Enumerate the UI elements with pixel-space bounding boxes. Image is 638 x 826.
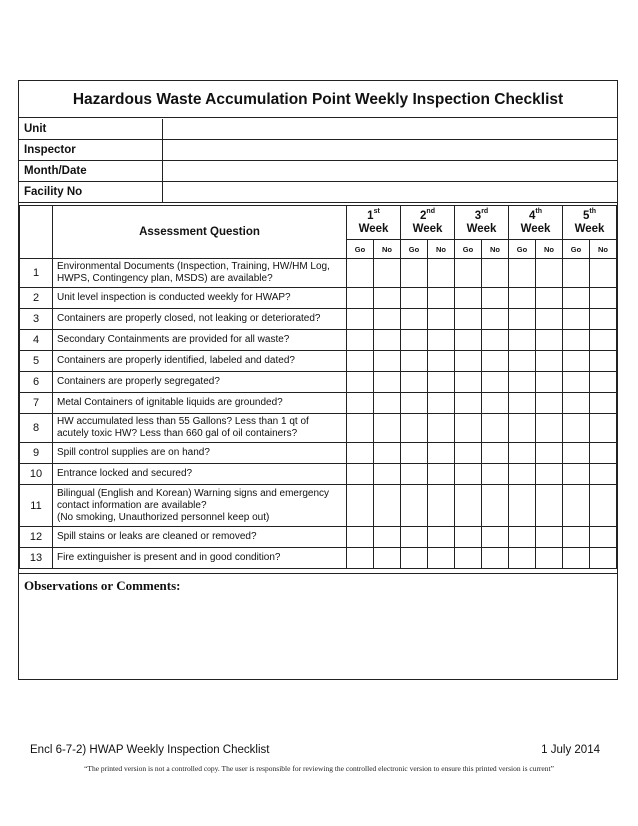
info-row-inspector xyxy=(19,140,617,161)
no-checkbox-q1-week-3[interactable] xyxy=(482,259,509,288)
week-number: 2 xyxy=(420,210,427,222)
question-line: Containers are properly segregated? xyxy=(57,376,220,387)
question-line: contact information are available? xyxy=(57,499,207,511)
week-number: 4 xyxy=(528,210,536,222)
page-title: Hazardous Waste Accumulation Point Weekly Inspection Checklist xyxy=(19,81,617,118)
week-label: Week xyxy=(520,223,551,235)
go-checkbox-q3-week-4[interactable] xyxy=(509,309,536,330)
go-header-week-4: Go xyxy=(509,240,536,259)
week-ordinal-suffix: st xyxy=(373,208,380,216)
go-checkbox-q6-week-3[interactable] xyxy=(455,372,482,393)
go-checkbox-q6-week-1[interactable] xyxy=(347,372,374,393)
go-header-week-5: Go xyxy=(563,240,590,259)
week-header-2 xyxy=(401,206,455,240)
week-label: Week xyxy=(358,223,389,235)
question-line: Spill control supplies are on hand? xyxy=(57,447,210,458)
info-row-unit xyxy=(19,119,617,140)
question-line: Metal Containers of ignitable liquids are grounded? xyxy=(57,397,283,408)
question-number: 6 xyxy=(20,372,53,393)
go-checkbox-q10-week-5[interactable] xyxy=(563,464,590,485)
no-checkbox-q4-week-4[interactable] xyxy=(536,330,563,351)
go-checkbox-q7-week-2[interactable] xyxy=(401,393,428,414)
no-checkbox-q3-week-4[interactable] xyxy=(536,309,563,330)
question-number: 7 xyxy=(20,393,53,414)
no-header-week-2: No xyxy=(428,240,455,259)
table-row xyxy=(20,414,617,443)
question-text xyxy=(53,485,347,527)
question-line: Containers are properly identified, labeled and dated? xyxy=(57,355,295,366)
info-row-facility-no xyxy=(19,182,617,203)
assessment-question-header: Assessment Question xyxy=(53,206,347,259)
go-checkbox-q1-week-4[interactable] xyxy=(509,259,536,288)
go-checkbox-q3-week-2[interactable] xyxy=(401,309,428,330)
no-checkbox-q7-week-2[interactable] xyxy=(428,393,455,414)
no-checkbox-q5-week-3[interactable] xyxy=(482,351,509,372)
go-checkbox-q5-week-4[interactable] xyxy=(509,351,536,372)
week-header-1 xyxy=(347,206,401,240)
go-checkbox-q12-week-5[interactable] xyxy=(563,527,590,548)
week-header-4 xyxy=(509,206,563,240)
no-checkbox-q3-week-5[interactable] xyxy=(590,309,617,330)
no-checkbox-q13-week-5[interactable] xyxy=(590,548,617,569)
no-checkbox-q2-week-5[interactable] xyxy=(590,288,617,309)
go-checkbox-q12-week-3[interactable] xyxy=(455,527,482,548)
go-checkbox-q7-week-5[interactable] xyxy=(563,393,590,414)
no-checkbox-q11-week-1[interactable] xyxy=(374,485,401,527)
go-checkbox-q9-week-2[interactable] xyxy=(401,443,428,464)
unit-field[interactable] xyxy=(163,119,617,139)
go-checkbox-q1-week-5[interactable] xyxy=(563,259,590,288)
no-header-week-4: No xyxy=(536,240,563,259)
no-checkbox-q5-week-1[interactable] xyxy=(374,351,401,372)
no-checkbox-q11-week-2[interactable] xyxy=(428,485,455,527)
go-checkbox-q1-week-2[interactable] xyxy=(401,259,428,288)
question-text xyxy=(53,548,347,569)
no-checkbox-q9-week-1[interactable] xyxy=(374,443,401,464)
no-checkbox-q9-week-2[interactable] xyxy=(428,443,455,464)
no-checkbox-q9-week-4[interactable] xyxy=(536,443,563,464)
table-row xyxy=(20,351,617,372)
go-checkbox-q8-week-2[interactable] xyxy=(401,414,428,443)
no-checkbox-q12-week-5[interactable] xyxy=(590,527,617,548)
week-ordinal-suffix: nd xyxy=(426,208,435,216)
question-line: HWPS, Contingency plan, MSDS) are available? xyxy=(57,273,273,284)
no-checkbox-q6-week-3[interactable] xyxy=(482,372,509,393)
week-label: Week xyxy=(466,223,497,235)
no-checkbox-q4-week-2[interactable] xyxy=(428,330,455,351)
no-checkbox-q7-week-5[interactable] xyxy=(590,393,617,414)
table-row xyxy=(20,330,617,351)
week-header-5 xyxy=(563,206,617,240)
go-checkbox-q13-week-2[interactable] xyxy=(401,548,428,569)
go-checkbox-q11-week-4[interactable] xyxy=(509,485,536,527)
inspector-field[interactable] xyxy=(163,140,617,160)
go-checkbox-q13-week-5[interactable] xyxy=(563,548,590,569)
go-checkbox-q10-week-3[interactable] xyxy=(455,464,482,485)
no-checkbox-q7-week-3[interactable] xyxy=(482,393,509,414)
no-checkbox-q2-week-4[interactable] xyxy=(536,288,563,309)
go-checkbox-q2-week-5[interactable] xyxy=(563,288,590,309)
go-checkbox-q7-week-3[interactable] xyxy=(455,393,482,414)
no-checkbox-q7-week-4[interactable] xyxy=(536,393,563,414)
week-number: 3 xyxy=(474,210,482,222)
no-checkbox-q11-week-5[interactable] xyxy=(590,485,617,527)
week-label: Week xyxy=(412,223,443,235)
no-checkbox-q13-week-3[interactable] xyxy=(482,548,509,569)
question-text xyxy=(53,330,347,351)
go-checkbox-q11-week-3[interactable] xyxy=(455,485,482,527)
info-label: Facility No xyxy=(19,182,163,202)
info-label: Month/Date xyxy=(19,161,163,181)
question-number: 11 xyxy=(20,485,53,527)
week-number: 1 xyxy=(367,210,374,222)
no-checkbox-q4-week-3[interactable] xyxy=(482,330,509,351)
go-checkbox-q10-week-1[interactable] xyxy=(347,464,374,485)
table-row xyxy=(20,485,617,527)
question-line: Spill stains or leaks are cleaned or removed? xyxy=(57,531,257,542)
go-checkbox-q7-week-4[interactable] xyxy=(509,393,536,414)
go-checkbox-q3-week-3[interactable] xyxy=(455,309,482,330)
no-checkbox-q11-week-4[interactable] xyxy=(536,485,563,527)
go-checkbox-q1-week-1[interactable] xyxy=(347,259,374,288)
info-label: Inspector xyxy=(19,140,163,160)
question-number: 3 xyxy=(20,309,53,330)
week-ordinal-suffix: rd xyxy=(481,208,489,216)
go-checkbox-q5-week-3[interactable] xyxy=(455,351,482,372)
go-checkbox-q9-week-5[interactable] xyxy=(563,443,590,464)
no-checkbox-q6-week-5[interactable] xyxy=(590,372,617,393)
no-checkbox-q11-week-3[interactable] xyxy=(482,485,509,527)
go-checkbox-q5-week-5[interactable] xyxy=(563,351,590,372)
observations-label: Observations or Comments: xyxy=(19,573,617,594)
question-number: 12 xyxy=(20,527,53,548)
question-line: Environmental Documents (Inspection, Training, HW/HM Log, xyxy=(57,261,330,272)
inspection-table xyxy=(19,205,617,569)
table-row xyxy=(20,464,617,485)
question-number: 2 xyxy=(20,288,53,309)
no-header-week-5: No xyxy=(590,240,617,259)
no-checkbox-q6-week-4[interactable] xyxy=(536,372,563,393)
no-checkbox-q6-week-2[interactable] xyxy=(428,372,455,393)
go-checkbox-q4-week-2[interactable] xyxy=(401,330,428,351)
no-checkbox-q1-week-4[interactable] xyxy=(536,259,563,288)
question-number: 10 xyxy=(20,464,53,485)
header-row xyxy=(20,206,617,240)
go-checkbox-q4-week-3[interactable] xyxy=(455,330,482,351)
go-header-week-3: Go xyxy=(455,240,482,259)
go-checkbox-q4-week-5[interactable] xyxy=(563,330,590,351)
question-line: HW accumulated less than 55 Gallons? Less than 1 qt of xyxy=(57,416,309,427)
table-row xyxy=(20,527,617,548)
go-checkbox-q11-week-5[interactable] xyxy=(563,485,590,527)
disclaimer: “The printed version is not a controlled copy. The user is responsible for reviewing the controlled electronic version to ensure this printed version is current” xyxy=(84,764,554,773)
table-row xyxy=(20,548,617,569)
no-checkbox-q2-week-2[interactable] xyxy=(428,288,455,309)
table-row xyxy=(20,393,617,414)
go-checkbox-q2-week-3[interactable] xyxy=(455,288,482,309)
no-checkbox-q12-week-2[interactable] xyxy=(428,527,455,548)
go-checkbox-q1-week-3[interactable] xyxy=(455,259,482,288)
go-checkbox-q6-week-4[interactable] xyxy=(509,372,536,393)
question-text xyxy=(53,351,347,372)
no-checkbox-q5-week-5[interactable] xyxy=(590,351,617,372)
no-checkbox-q12-week-4[interactable] xyxy=(536,527,563,548)
question-line: acutely toxic HW? Less than 660 gal of oil containers? xyxy=(57,428,298,439)
go-checkbox-q8-week-1[interactable] xyxy=(347,414,374,443)
no-checkbox-q12-week-3[interactable] xyxy=(482,527,509,548)
go-checkbox-q9-week-3[interactable] xyxy=(455,443,482,464)
question-text xyxy=(53,464,347,485)
go-checkbox-q10-week-4[interactable] xyxy=(509,464,536,485)
go-checkbox-q6-week-2[interactable] xyxy=(401,372,428,393)
go-checkbox-q12-week-4[interactable] xyxy=(509,527,536,548)
no-checkbox-q9-week-5[interactable] xyxy=(590,443,617,464)
question-text xyxy=(53,443,347,464)
go-checkbox-q4-week-1[interactable] xyxy=(347,330,374,351)
footer-date: 1 July 2014 xyxy=(541,744,600,756)
go-checkbox-q10-week-2[interactable] xyxy=(401,464,428,485)
no-checkbox-q8-week-3[interactable] xyxy=(482,414,509,443)
go-checkbox-q5-week-2[interactable] xyxy=(401,351,428,372)
no-checkbox-q10-week-4[interactable] xyxy=(536,464,563,485)
go-header-week-2: Go xyxy=(401,240,428,259)
question-number: 9 xyxy=(20,443,53,464)
table-row xyxy=(20,443,617,464)
no-checkbox-q3-week-2[interactable] xyxy=(428,309,455,330)
no-checkbox-q2-week-1[interactable] xyxy=(374,288,401,309)
no-checkbox-q4-week-1[interactable] xyxy=(374,330,401,351)
header-number-cell xyxy=(20,206,53,259)
question-number: 4 xyxy=(20,330,53,351)
question-line: Bilingual (English and Korean) Warning signs and emergency xyxy=(57,487,330,499)
checklist-frame xyxy=(18,80,618,680)
question-line: Unit level inspection is conducted weekly for HWAP? xyxy=(57,292,291,303)
go-checkbox-q12-week-1[interactable] xyxy=(347,527,374,548)
go-checkbox-q12-week-2[interactable] xyxy=(401,527,428,548)
week-number: 5 xyxy=(582,210,590,222)
no-checkbox-q10-week-5[interactable] xyxy=(590,464,617,485)
go-checkbox-q2-week-4[interactable] xyxy=(509,288,536,309)
go-header-week-1: Go xyxy=(347,240,374,259)
question-text xyxy=(53,393,347,414)
go-checkbox-q9-week-1[interactable] xyxy=(347,443,374,464)
question-line: Entrance locked and secured? xyxy=(57,468,193,479)
week-header-3 xyxy=(455,206,509,240)
go-checkbox-q13-week-1[interactable] xyxy=(347,548,374,569)
no-checkbox-q6-week-1[interactable] xyxy=(374,372,401,393)
go-checkbox-q4-week-4[interactable] xyxy=(509,330,536,351)
no-checkbox-q8-week-4[interactable] xyxy=(536,414,563,443)
go-checkbox-q13-week-4[interactable] xyxy=(509,548,536,569)
no-checkbox-q10-week-3[interactable] xyxy=(482,464,509,485)
question-line: Fire extinguisher is present and in good condition? xyxy=(57,552,281,563)
go-checkbox-q8-week-4[interactable] xyxy=(509,414,536,443)
no-checkbox-q1-week-5[interactable] xyxy=(590,259,617,288)
question-line: Secondary Containments are provided for all waste? xyxy=(57,334,290,345)
go-checkbox-q3-week-5[interactable] xyxy=(563,309,590,330)
no-checkbox-q8-week-5[interactable] xyxy=(590,414,617,443)
week-ordinal-suffix: th xyxy=(535,208,542,216)
no-checkbox-q1-week-2[interactable] xyxy=(428,259,455,288)
question-line: Containers are properly closed, not leaking or deteriorated? xyxy=(57,313,321,324)
week-label: Week xyxy=(574,223,605,235)
go-checkbox-q8-week-5[interactable] xyxy=(563,414,590,443)
table-row xyxy=(20,259,617,288)
go-checkbox-q2-week-2[interactable] xyxy=(401,288,428,309)
question-number: 1 xyxy=(20,259,53,288)
go-checkbox-q9-week-4[interactable] xyxy=(509,443,536,464)
no-checkbox-q7-week-1[interactable] xyxy=(374,393,401,414)
go-checkbox-q8-week-3[interactable] xyxy=(455,414,482,443)
no-checkbox-q9-week-3[interactable] xyxy=(482,443,509,464)
go-checkbox-q2-week-1[interactable] xyxy=(347,288,374,309)
week-ordinal-suffix: th xyxy=(589,208,596,216)
no-checkbox-q2-week-3[interactable] xyxy=(482,288,509,309)
no-header-week-3: No xyxy=(482,240,509,259)
no-checkbox-q8-week-1[interactable] xyxy=(374,414,401,443)
go-checkbox-q7-week-1[interactable] xyxy=(347,393,374,414)
go-checkbox-q6-week-5[interactable] xyxy=(563,372,590,393)
no-checkbox-q10-week-1[interactable] xyxy=(374,464,401,485)
table-row xyxy=(20,372,617,393)
no-checkbox-q3-week-1[interactable] xyxy=(374,309,401,330)
no-checkbox-q8-week-2[interactable] xyxy=(428,414,455,443)
go-checkbox-q13-week-3[interactable] xyxy=(455,548,482,569)
question-text xyxy=(53,527,347,548)
question-number: 13 xyxy=(20,548,53,569)
no-header-week-1: No xyxy=(374,240,401,259)
question-number: 8 xyxy=(20,414,53,443)
footer-enclosure: Encl 6-7-2) HWAP Weekly Inspection Checklist xyxy=(30,744,270,756)
no-checkbox-q4-week-5[interactable] xyxy=(590,330,617,351)
table-row xyxy=(20,309,617,330)
table-row xyxy=(20,288,617,309)
no-checkbox-q13-week-4[interactable] xyxy=(536,548,563,569)
no-checkbox-q10-week-2[interactable] xyxy=(428,464,455,485)
go-checkbox-q5-week-1[interactable] xyxy=(347,351,374,372)
go-checkbox-q3-week-1[interactable] xyxy=(347,309,374,330)
no-checkbox-q12-week-1[interactable] xyxy=(374,527,401,548)
facility-no-field[interactable] xyxy=(163,182,617,202)
no-checkbox-q1-week-1[interactable] xyxy=(374,259,401,288)
question-number: 5 xyxy=(20,351,53,372)
question-text xyxy=(53,259,347,288)
no-checkbox-q3-week-3[interactable] xyxy=(482,309,509,330)
question-text xyxy=(53,414,347,443)
question-text xyxy=(53,288,347,309)
go-checkbox-q11-week-2[interactable] xyxy=(401,485,428,527)
no-checkbox-q13-week-1[interactable] xyxy=(374,548,401,569)
go-checkbox-q11-week-1[interactable] xyxy=(347,485,374,527)
question-text xyxy=(53,372,347,393)
info-row-month-date xyxy=(19,161,617,182)
info-label: Unit xyxy=(19,119,163,139)
no-checkbox-q13-week-2[interactable] xyxy=(428,548,455,569)
no-checkbox-q5-week-2[interactable] xyxy=(428,351,455,372)
no-checkbox-q5-week-4[interactable] xyxy=(536,351,563,372)
month-date-field[interactable] xyxy=(163,161,617,181)
question-line: (No smoking, Unauthorized personnel keep out) xyxy=(57,511,270,523)
question-text xyxy=(53,309,347,330)
